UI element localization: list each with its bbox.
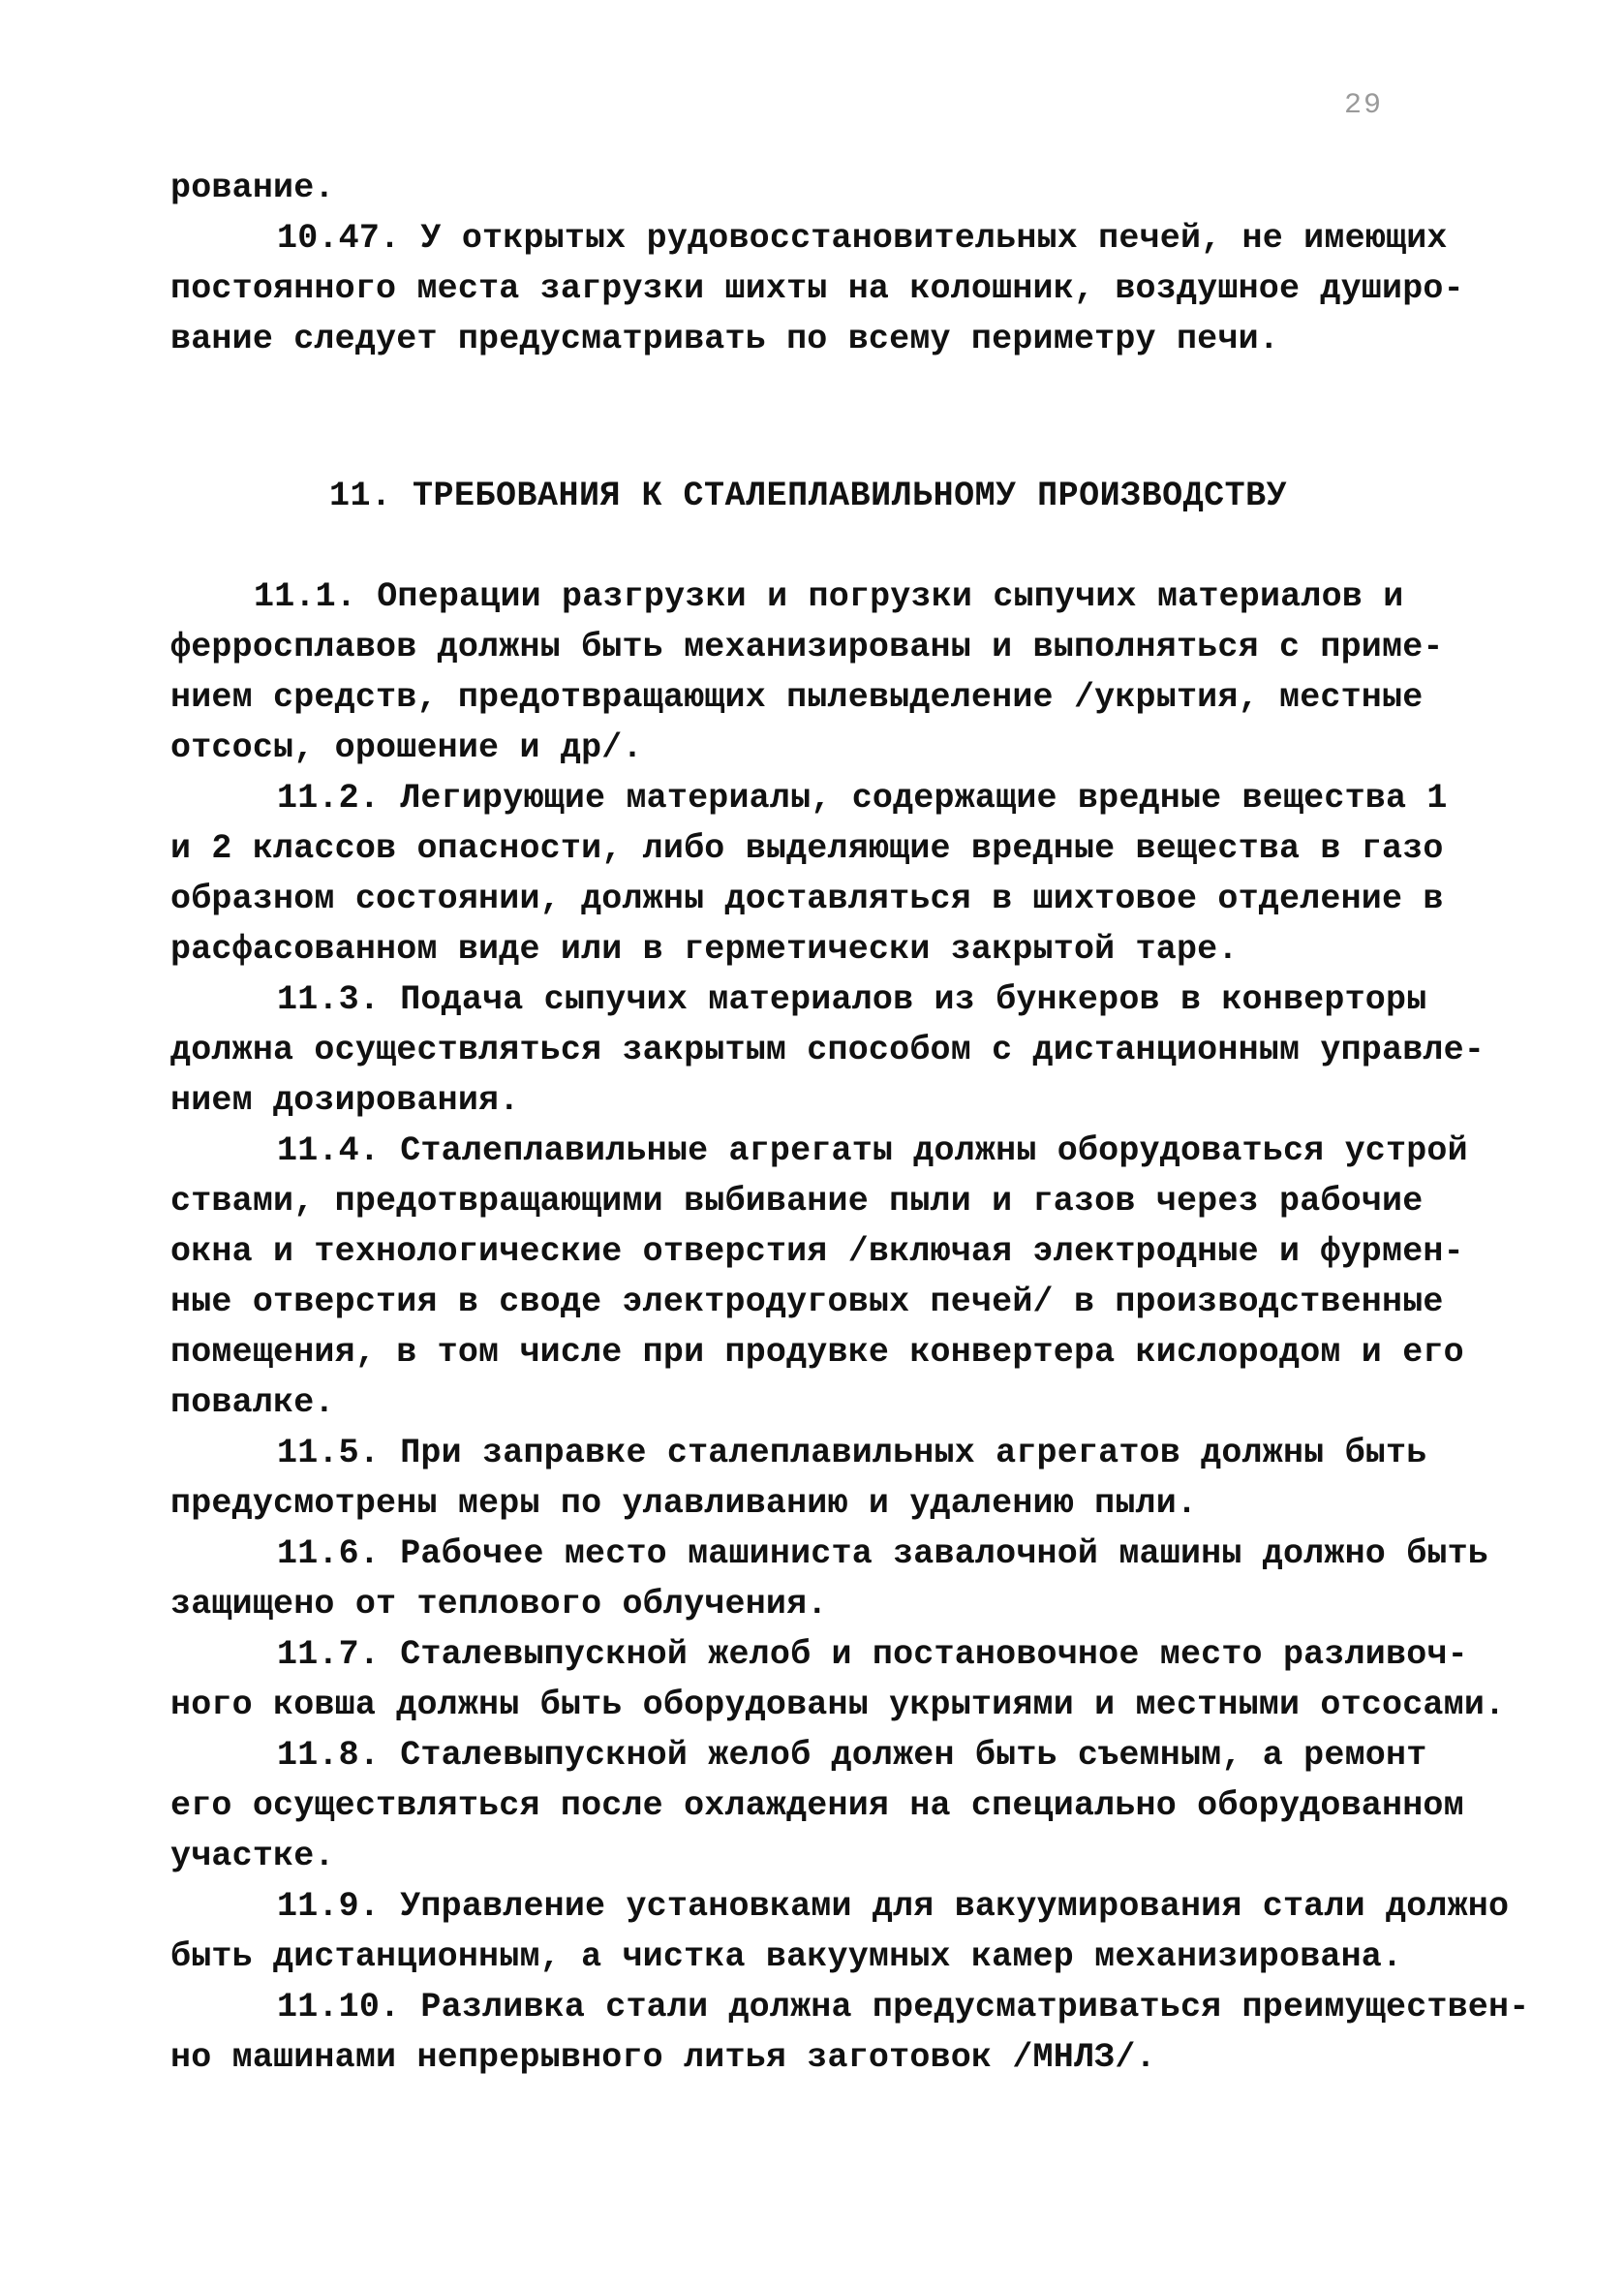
text-line: быть дистанционным, а чистка вакуумных камер механизирована. <box>170 1937 1403 1976</box>
text-line: 11.7. Сталевыпускной желоб и постановочное место разливоч- <box>277 1635 1468 1674</box>
text-line: нием дозирования. <box>170 1081 520 1120</box>
text-line: и 2 классов опасности, либо выделяющие вредные вещества в газо <box>170 829 1444 868</box>
text-line: ферросплавов должны быть механизированы и выполняться с приме- <box>170 628 1444 666</box>
text-line: 10.47. У открытых рудовосстановительных печей, не имеющих <box>277 219 1448 258</box>
text-line: защищено от теплового облучения. <box>170 1585 828 1624</box>
text-line: 11.4. Сталеплавильные агрегаты должны оборудоваться устрой <box>277 1131 1468 1170</box>
text-line: 11.6. Рабочее место машиниста завалочной машины должно быть <box>277 1534 1489 1573</box>
text-line: расфасованном виде или в герметически закрытой таре. <box>170 930 1239 969</box>
intro-paragraph <box>170 163 1487 364</box>
section-title: 11. ТРЕБОВАНИЯ К СТАЛЕПЛАВИЛЬНОМУ ПРОИЗВОДСТВУ <box>329 477 1288 515</box>
text-line: 11.8. Сталевыпускной желоб должен быть съемным, а ремонт <box>277 1736 1427 1775</box>
text-line: 11.9. Управление установками для вакуумирования стали должно <box>277 1887 1510 1926</box>
text-line: но машинами непрерывного литья заготовок /МНЛЗ/. <box>170 2038 1156 2077</box>
text-line: его осуществляться после охлаждения на специально оборудованном <box>170 1786 1464 1825</box>
page-number: 29 <box>1344 89 1384 122</box>
text-line: 11.1. Операции разгрузки и погрузки сыпучих материалов и <box>254 577 1404 616</box>
text-line: отсосы, орошение и др/. <box>170 728 643 767</box>
text-line: нием средств, предотвращающих пылевыделение /укрытия, местные <box>170 678 1424 717</box>
text-line: повалке. <box>170 1383 335 1422</box>
text-line: помещения, в том числе при продувке конвертера кислородом и его <box>170 1333 1464 1372</box>
section-body <box>170 572 1530 2083</box>
text-line: 11.5. При заправке сталеплавильных агрегатов должны быть <box>277 1434 1427 1472</box>
text-line: ного ковша должны быть оборудованы укрытиями и местными отсосами. <box>170 1686 1506 1724</box>
text-line: ные отверстия в своде электродуговых печей/ в производственные <box>170 1283 1444 1321</box>
text-line: образном состоянии, должны доставляться в шихтовое отделение в <box>170 880 1444 918</box>
text-line: окна и технологические отверстия /включая электродные и фурмен- <box>170 1232 1464 1271</box>
text-line: должна осуществляться закрытым способом с дистанционным управле- <box>170 1031 1486 1069</box>
text-line: 11.3. Подача сыпучих материалов из бункеров в конверторы <box>277 980 1427 1019</box>
text-line: вание следует предусматривать по всему периметру печи. <box>170 320 1279 358</box>
text-line: участке. <box>170 1837 335 1875</box>
text-line: постоянного места загрузки шихты на колошник, воздушное душиро- <box>170 269 1464 308</box>
text-line: 11.2. Легирующие материалы, содержащие вредные вещества 1 <box>277 779 1448 818</box>
text-line: рование. <box>170 169 335 207</box>
text-line: ствами, предотвращающими выбивание пыли и газов через рабочие <box>170 1182 1424 1221</box>
text-line: 11.10. Разливка стали должна предусматриваться преимуществен- <box>277 1988 1530 2026</box>
text-line: предусмотрены меры по улавливанию и удалению пыли. <box>170 1484 1198 1523</box>
